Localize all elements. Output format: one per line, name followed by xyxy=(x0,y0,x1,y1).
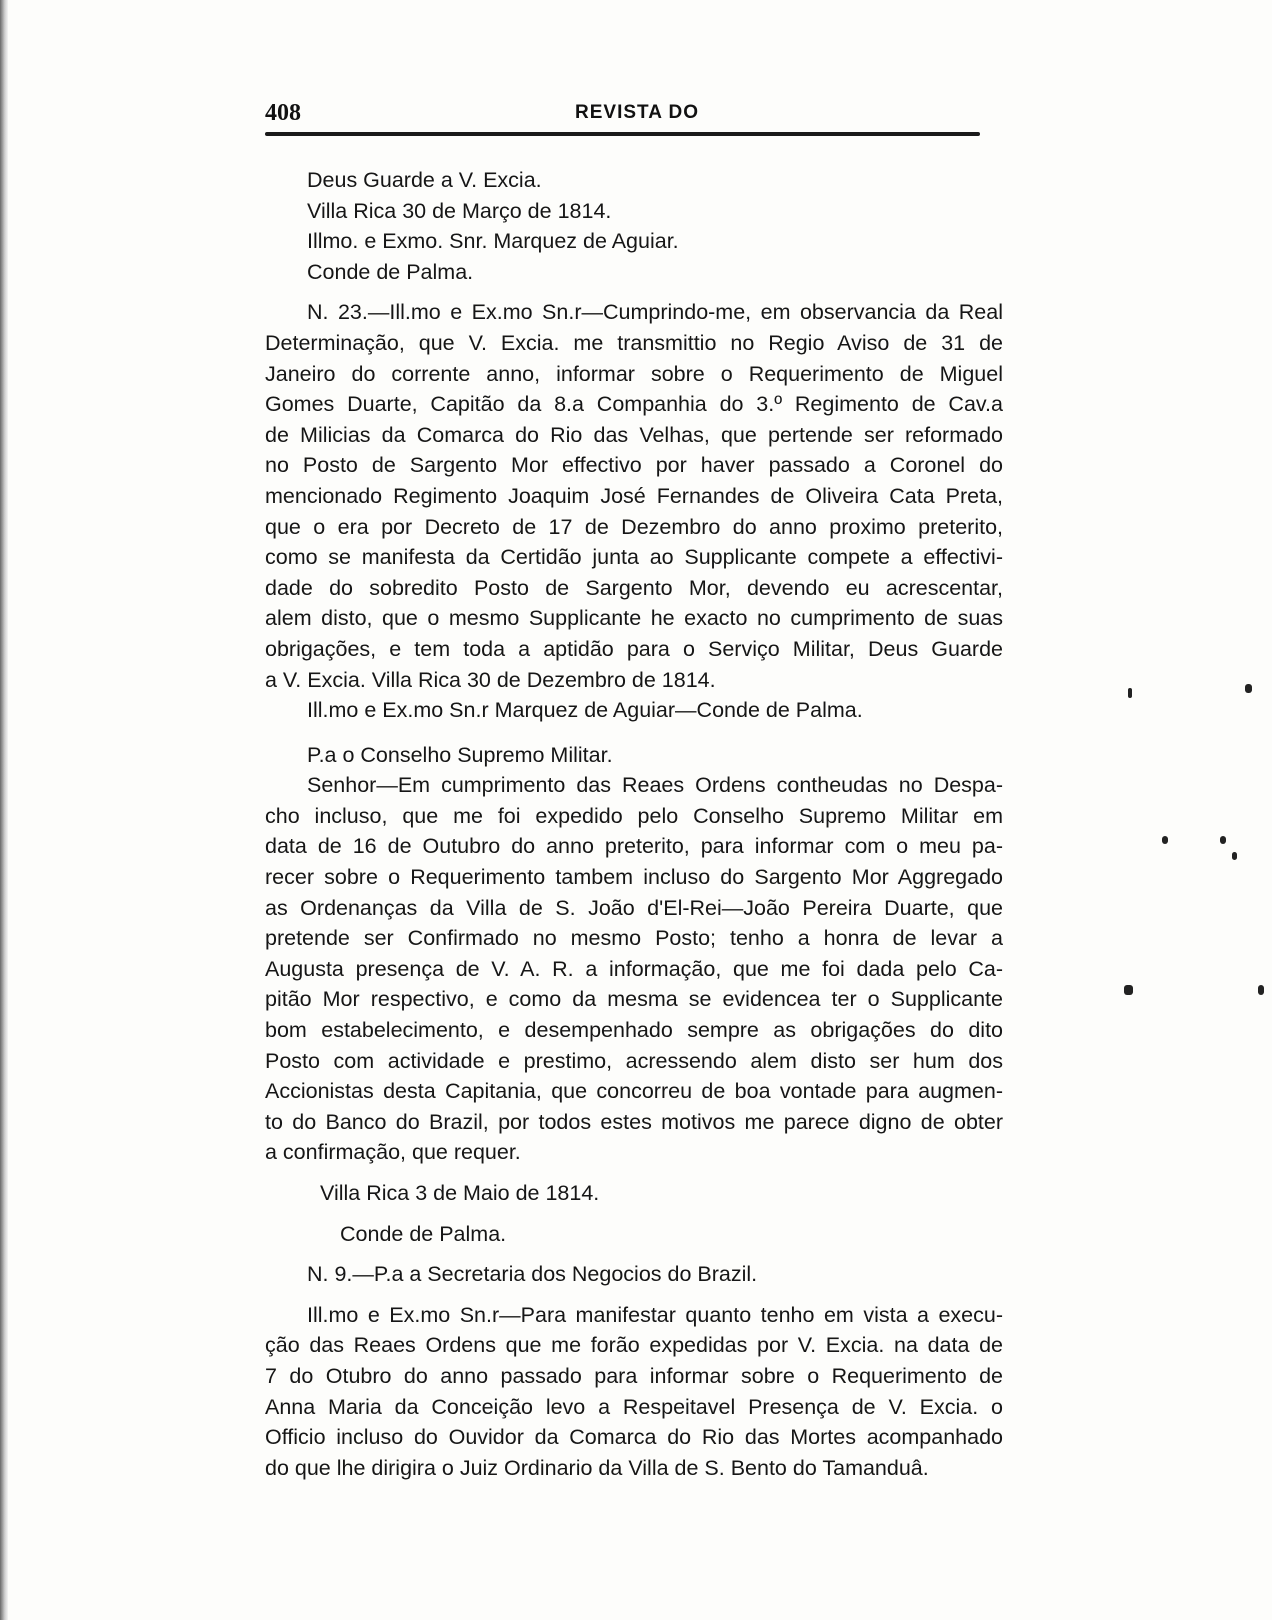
text-line: mencionado Regimento Joaquim José Fernandes de Oliveira Cata Preta, xyxy=(265,483,1003,508)
spacer xyxy=(265,1249,1003,1259)
scan-speck xyxy=(1245,684,1252,693)
paragraph-heading: P.a o Conselho Supremo Militar. xyxy=(307,742,613,767)
text-line: Officio incluso do Ouvidor da Comarca do Rio das Mortes acompanhado xyxy=(265,1425,1003,1450)
text-line: que o era por Decreto de 17 de Dezembro do anno proximo preterito, xyxy=(265,514,1003,539)
date-line: Villa Rica 3 de Maio de 1814. xyxy=(320,1181,600,1205)
spacer xyxy=(265,1290,1003,1300)
text-line: ção das Reaes Ordens que me forão expedidas por V. Excia. na data de xyxy=(265,1333,1003,1358)
text-line: Janeiro do corrente anno, informar sobre o Requerimento de Miguel xyxy=(265,361,1003,386)
text-line: pretende ser Confirmado no mesmo Posto; tenho a honra de levar a xyxy=(265,926,1003,951)
text-line: to do Banco do Brazil, por todos estes motivos me parece digno de obter xyxy=(265,1109,1003,1134)
text-line: Ill.mo e Ex.mo Sn.r—Para manifestar quanto tenho em vista a execu- xyxy=(307,1302,1003,1327)
text-line: a confirmação, que requer. xyxy=(265,1140,521,1165)
page-header xyxy=(265,100,980,132)
text-line: 7 do Otubro do anno passado para informar sobre o Requerimento de xyxy=(265,1363,1003,1388)
page-number: 408 xyxy=(265,100,301,126)
page-edge-shadow xyxy=(0,0,8,1620)
text-line: Conde de Palma. xyxy=(307,259,474,284)
scan-speck xyxy=(1258,985,1264,995)
text-line: Gomes Duarte, Capitão da 8.a Companhia do 3.º Regimento de Cav.a xyxy=(265,392,1003,417)
text-line: como se manifesta da Certidão junta ao Supplicante compete a effectivi- xyxy=(265,545,1003,570)
text-line: Villa Rica 30 de Março de 1814. xyxy=(307,198,612,223)
text-line: N. 23.—Ill.mo e Ex.mo Sn.r—Cumprindo-me, em observancia da Real xyxy=(307,300,1003,325)
text-line: pitão Mor respectivo, e como da mesma se evidencea ter o Supplicante xyxy=(265,987,1003,1012)
paragraph-n9 xyxy=(265,1259,1003,1483)
text-line: bom estabelecimento, e desempenhado sempre as obrigações do dito xyxy=(265,1018,1003,1043)
text-line: Deus Guarde a V. Excia. xyxy=(307,168,542,192)
signature-line: Conde de Palma. xyxy=(340,1221,507,1246)
text-line: obrigações, e tem toda a aptidão para o Serviço Militar, Deus Guarde xyxy=(265,636,1003,661)
scan-speck xyxy=(1124,985,1133,995)
text-line: alem disto, que o mesmo Supplicante he exacto no cumprimento de suas xyxy=(265,606,1003,631)
paragraph-heading: N. 9.—P.a a Secretaria dos Negocios do Brazil. xyxy=(307,1262,758,1287)
scan-speck xyxy=(1232,852,1237,860)
text-line: recer sobre o Requerimento tambem incluso do Sargento Mor Aggregado xyxy=(265,865,1003,890)
text-line: Illmo. e Exmo. Snr. Marquez de Aguiar. xyxy=(307,229,679,254)
text-line: a V. Excia. Villa Rica 30 de Dezembro de 1814. xyxy=(265,667,716,692)
text-line: Posto com actividade e prestimo, acressendo alem disto ser hum dos xyxy=(265,1048,1003,1073)
text-line: de Milicias da Comarca do Rio das Velhas, que pertende ser reformado xyxy=(265,422,1003,447)
paragraph-n23 xyxy=(265,297,1003,725)
paragraph-conselho xyxy=(265,740,1003,1250)
spacer xyxy=(265,726,1003,740)
text-line: Senhor—Em cumprimento das Reaes Ordens contheudas no Despa- xyxy=(307,773,1003,798)
spacer xyxy=(265,1168,1003,1178)
text-line: Accionistas desta Capitania, que concorreu de boa vontade para augmen- xyxy=(265,1079,1003,1104)
text-line: Determinação, que V. Excia. me transmittio no Regio Aviso de 31 de xyxy=(265,330,1003,355)
text-line: as Ordenanças da Villa de S. João d'El-Rei—João Pereira Duarte, que xyxy=(265,895,1003,920)
closing-line: Ill.mo e Ex.mo Sn.r Marquez de Aguiar—Conde de Palma. xyxy=(307,698,863,723)
spacer xyxy=(265,287,1003,297)
scan-speck xyxy=(1128,688,1132,698)
text-line: Augusta presença de V. A. R. a informação, que me foi dada pelo Ca- xyxy=(265,956,1003,981)
text-line: dade do sobredito Posto de Sargento Mor, devendo eu acrescentar, xyxy=(265,575,1003,600)
text-line: no Posto de Sargento Mor effectivo por haver passado a Coronel do xyxy=(265,453,1003,478)
letter-closing-block xyxy=(265,165,1003,287)
text-line: do que lhe dirigira o Juiz Ordinario da Villa de S. Bento do Tamanduâ. xyxy=(265,1455,929,1480)
text-line: data de 16 de Outubro do anno preterito, para informar com o meu pa- xyxy=(265,834,1003,859)
text-line: Anna Maria da Conceição levo a Respeitavel Presença de V. Excia. o xyxy=(265,1394,1003,1419)
scan-speck xyxy=(1162,836,1168,844)
scan-speck xyxy=(1220,836,1226,844)
text-line: cho incluso, que me foi expedido pelo Conselho Supremo Militar em xyxy=(265,803,1003,828)
spacer xyxy=(265,1209,1003,1219)
header-rule xyxy=(265,132,980,136)
body-text xyxy=(265,165,1003,1483)
running-title: REVISTA DO xyxy=(575,102,700,123)
